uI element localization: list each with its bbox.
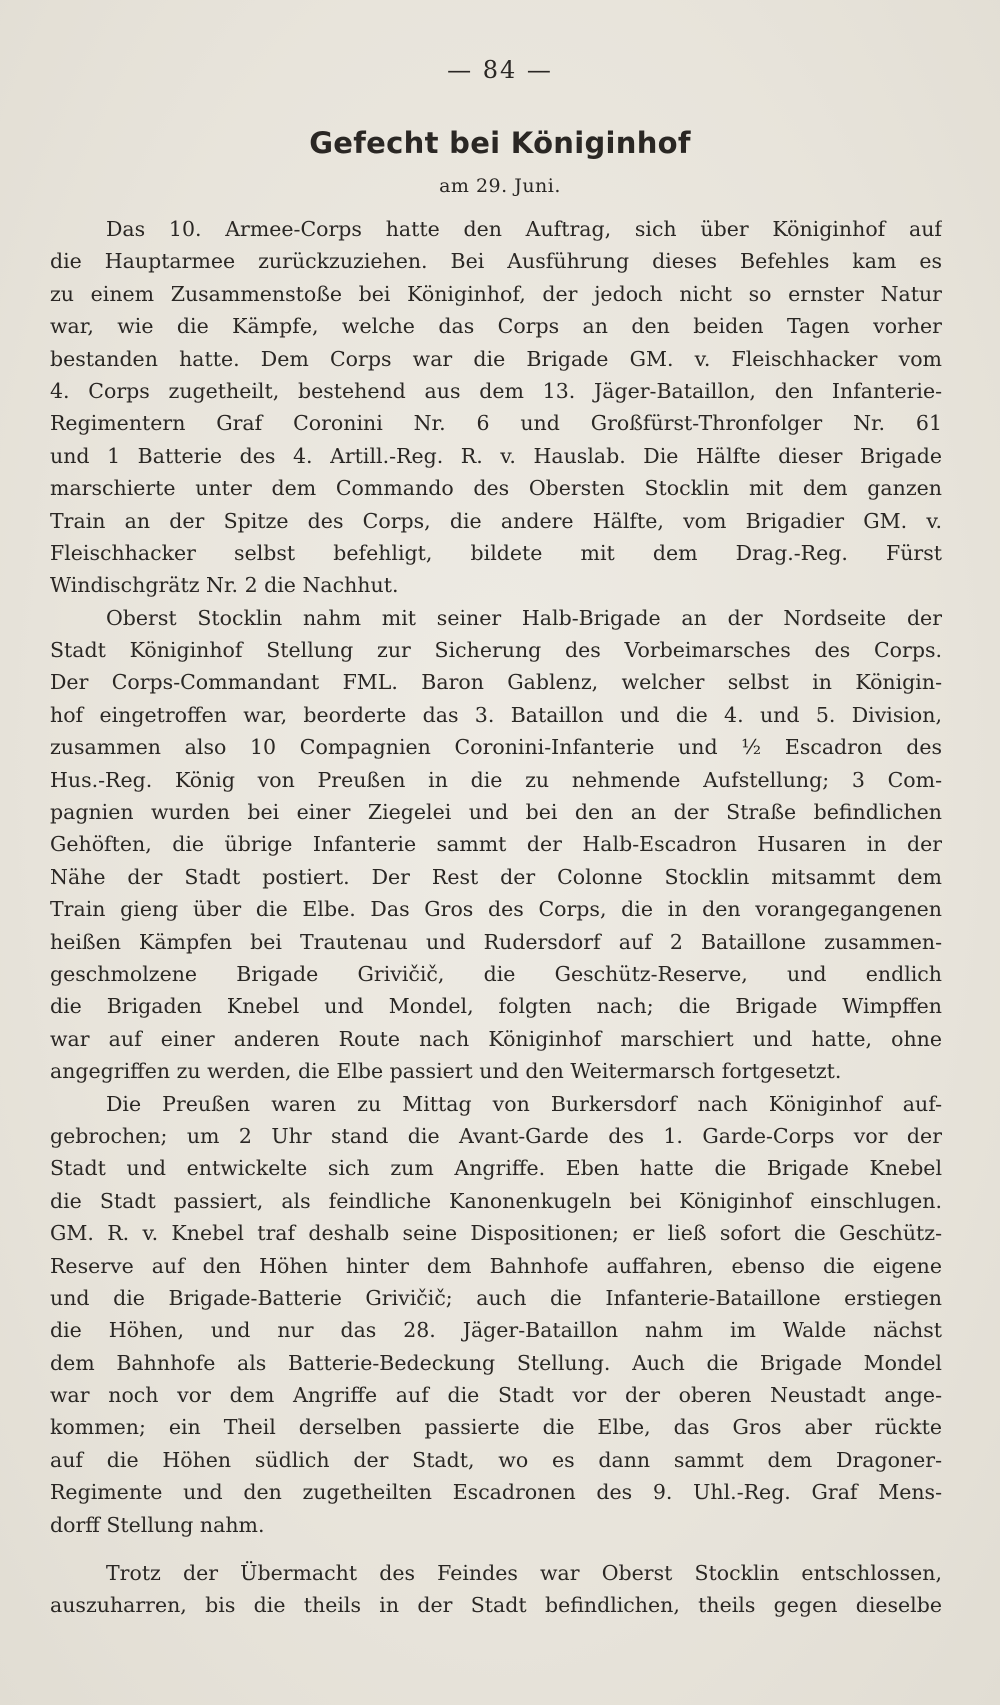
text-line: Gehöften, die übrige Infanterie sammt der Halb-Escadron Husaren in der — [50, 832, 942, 857]
text-line: Regimentern Graf Coronini Nr. 6 und Großfürst-Thronfolger Nr. 61 — [50, 411, 942, 436]
section-date: am 29. Juni. — [439, 175, 561, 197]
text-line: Regimente und den zugetheilten Escadronen des 9. Uhl.-Reg. Graf Mens- — [50, 1480, 942, 1505]
text-line: war, wie die Kämpfe, welche das Corps an den beiden Tagen vorher — [50, 314, 942, 339]
paragraph — [50, 213, 942, 602]
text-line: Hus.-Reg. König von Preußen in die zu nehmende Aufstellung; 3 Com- — [50, 767, 942, 792]
text-line: heißen Kämpfen bei Trautenau und Rudersdorf auf 2 Bataillone zusammen- — [50, 929, 942, 954]
text-line: Das 10. Armee-Corps hatte den Auftrag, sich über Königinhof auf — [106, 217, 942, 241]
text-line: Der Corps-Commandant FML. Baron Gablenz, welcher selbst in Königin- — [50, 670, 942, 695]
text-line: und 1 Batterie des 4. Artill.-Reg. R. v. Hauslab. Die Hälfte dieser Brigade — [50, 443, 942, 468]
text-line: Stadt Königinhof Stellung zur Sicherung des Vorbeimarsches des Corps. — [50, 638, 942, 663]
text-line: Fleischhacker selbst befehligt, bildete mit dem Drag.-Reg. Fürst — [50, 540, 942, 565]
paragraph — [50, 1088, 942, 1541]
text-line: Stadt und entwickelte sich zum Angriffe. Eben hatte die Brigade Knebel — [50, 1156, 942, 1181]
text-line: Trotz der Übermacht des Feindes war Oberst Stocklin entschlossen, — [106, 1561, 942, 1586]
text-line: 4. Corps zugetheilt, bestehend aus dem 13. Jäger-Bataillon, den Infanterie- — [50, 378, 942, 403]
text-line: zu einem Zusammenstoße bei Königinhof, der jedoch nicht so ernster Natur — [50, 281, 942, 306]
text-line: marschierte unter dem Commando des Obersten Stocklin mit dem ganzen — [50, 476, 942, 501]
text-line: war noch vor dem Angriffe auf die Stadt vor der oberen Neustadt ange- — [50, 1383, 942, 1408]
text-line: war auf einer anderen Route nach Königinhof marschiert und hatte, ohne — [50, 1026, 942, 1051]
text-line: Windischgrätz Nr. 2 die Nachhut. — [50, 573, 399, 598]
text-line: auf die Höhen südlich der Stadt, wo es dann sammt dem Dragoner- — [50, 1447, 942, 1472]
text-line: zusammen also 10 Compagnien Coronini-Infanterie und ½ Escadron des — [50, 735, 942, 760]
text-line: Train an der Spitze des Corps, die andere Hälfte, vom Brigadier GM. v. — [50, 508, 942, 533]
text-line: Nähe der Stadt postiert. Der Rest der Colonne Stocklin mitsammt dem — [50, 864, 942, 889]
text-line: die Stadt passiert, als feindliche Kanonenkugeln bei Königinhof einschlugen. — [50, 1188, 942, 1213]
text-line: Die Preußen waren zu Mittag von Burkersdorf nach Königinhof auf- — [106, 1091, 942, 1116]
text-line: GM. R. v. Knebel traf deshalb seine Dispositionen; er ließ sofort die Geschütz- — [50, 1221, 942, 1246]
paragraph — [50, 602, 942, 1088]
text-line: kommen; ein Theil derselben passierte die Elbe, das Gros aber rückte — [50, 1415, 942, 1440]
text-line: und die Brigade-Batterie Grivičič; auch die Infanterie-Bataillone erstiegen — [50, 1285, 942, 1310]
text-line: dorff Stellung nahm. — [50, 1512, 265, 1537]
text-line: auszuharren, bis die theils in der Stadt befindlichen, theils gegen dieselbe — [50, 1593, 942, 1618]
section-title: Gefecht bei Königinhof — [309, 126, 691, 160]
page-number: — 84 — — [447, 56, 553, 84]
paragraph — [50, 1557, 942, 1622]
text-line: die Höhen, und nur das 28. Jäger-Bataillon nahm im Walde nächst — [50, 1318, 942, 1343]
text-line: Oberst Stocklin nahm mit seiner Halb-Brigade an der Nordseite der — [106, 605, 942, 630]
text-line: Train gieng über die Elbe. Das Gros des Corps, die in den vorangegangenen — [50, 897, 942, 922]
text-line: die Brigaden Knebel und Mondel, folgten nach; die Brigade Wimpffen — [50, 994, 942, 1019]
text-line: angegriffen zu werden, die Elbe passiert und den Weitermarsch fortgesetzt. — [50, 1059, 842, 1084]
text-line: gebrochen; um 2 Uhr stand die Avant-Garde des 1. Garde-Corps vor der — [50, 1123, 942, 1148]
text-line: dem Bahnhofe als Batterie-Bedeckung Stellung. Auch die Brigade Mondel — [50, 1350, 942, 1375]
text-line: hof eingetroffen war, beorderte das 3. Bataillon und die 4. und 5. Division, — [50, 702, 942, 727]
text-line: geschmolzene Brigade Grivičič, die Geschütz-Reserve, und endlich — [50, 961, 942, 986]
text-line: pagnien wurden bei einer Ziegelei und bei den an der Straße befindlichen — [50, 800, 942, 825]
text-line: die Hauptarmee zurückzuziehen. Bei Ausführung dieses Befehles kam es — [50, 249, 942, 274]
text-line: bestanden hatte. Dem Corps war die Brigade GM. v. Fleischhacker vom — [50, 346, 942, 371]
text-line: Reserve auf den Höhen hinter dem Bahnhofe auffahren, ebenso die eigene — [50, 1253, 942, 1278]
body-text — [50, 213, 942, 1622]
